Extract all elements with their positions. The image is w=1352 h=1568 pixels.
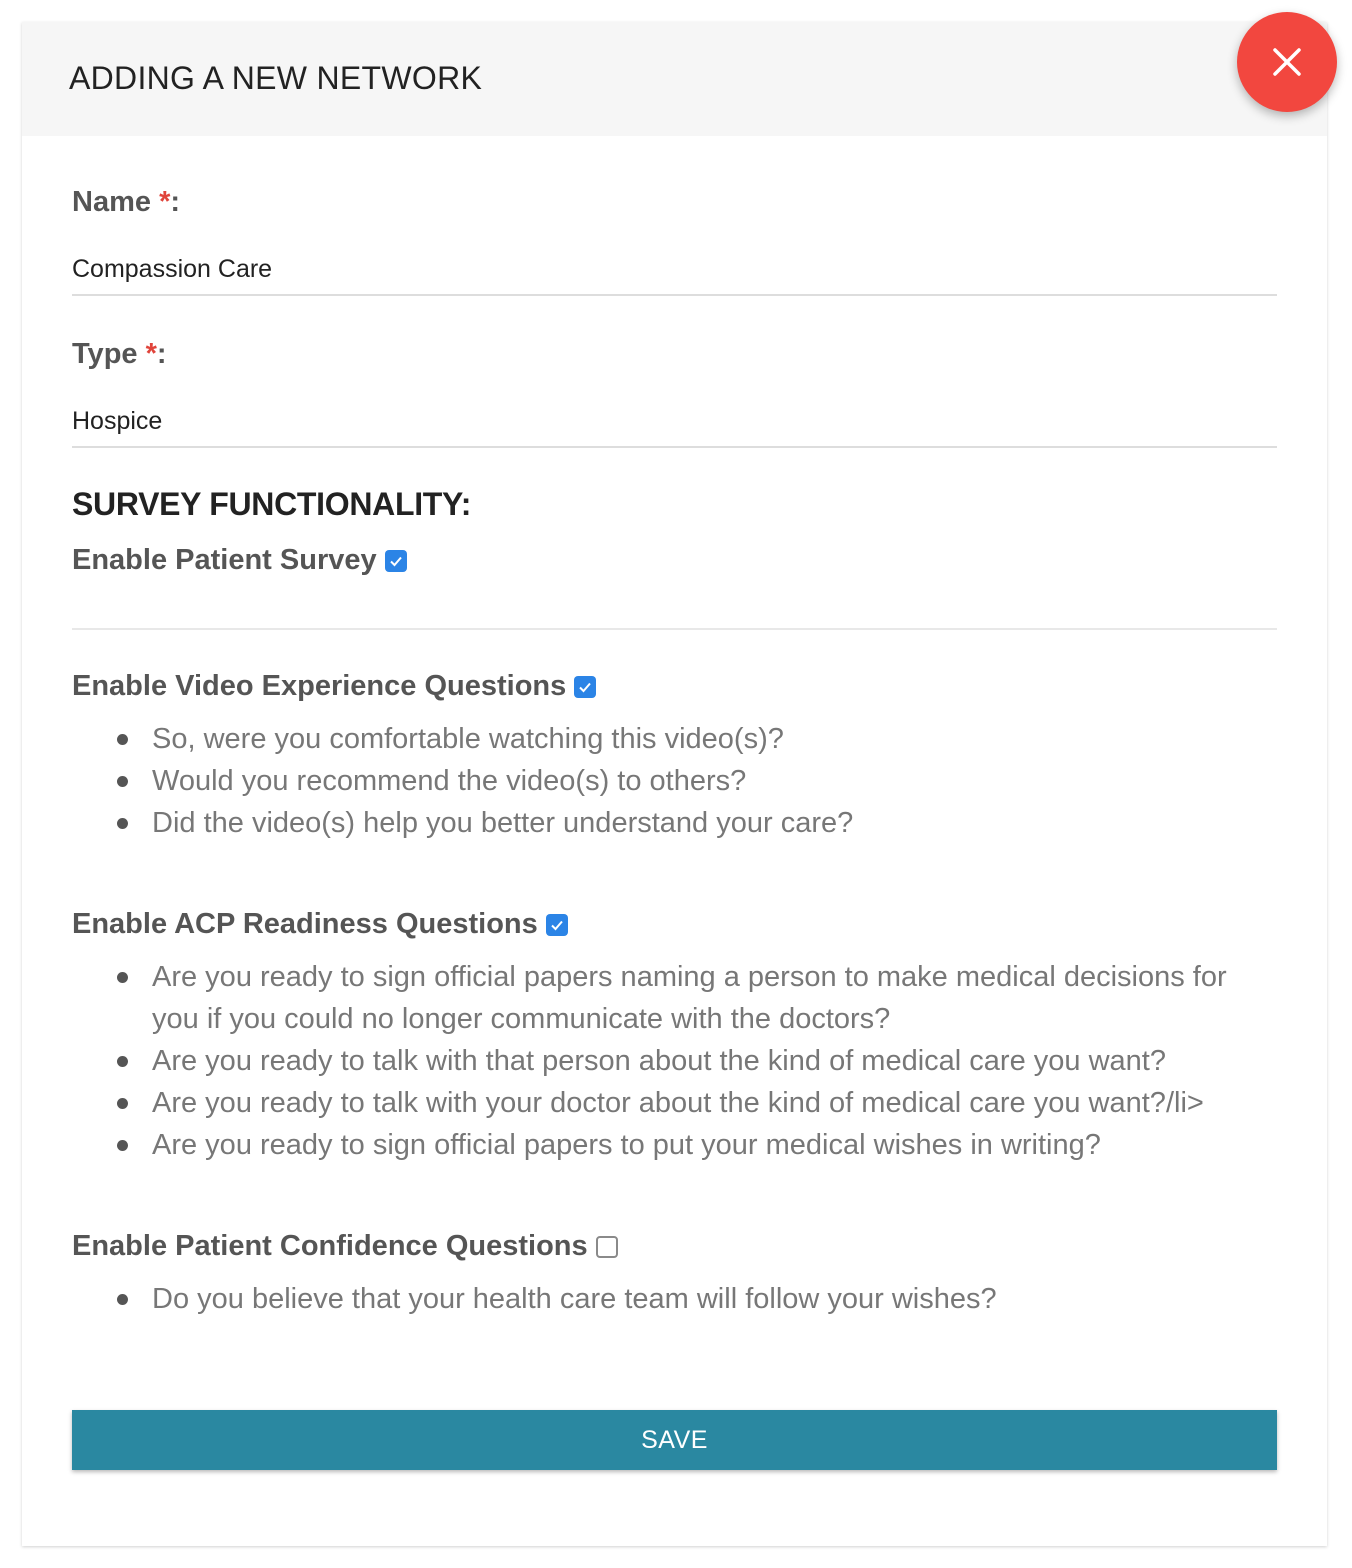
enable-patient-survey-label: Enable Patient Survey [72,544,377,576]
type-label [72,338,167,371]
enable-patient-survey-row [72,544,407,577]
close-button[interactable] [1237,12,1337,112]
checkmark-icon [549,917,565,933]
enable-patient-confidence-checkbox[interactable] [596,1236,618,1258]
patient-confidence-questions [72,1278,1272,1320]
enable-video-experience-label: Enable Video Experience Questions [72,670,567,702]
label-colon: : [156,338,167,370]
dialog-header [22,22,1327,136]
enable-patient-confidence-label: Enable Patient Confidence Questions [72,1230,588,1262]
checkmark-icon [577,679,593,695]
required-marker: * [145,338,157,370]
acp-readiness-questions [72,956,1272,1166]
close-icon [1271,46,1303,78]
dialog-title: ADDING A NEW NETWORK [69,60,483,96]
list-item: Are you ready to talk with your doctor about the kind of medical care you want?/li> [152,1082,1272,1124]
list-item: Are you ready to sign official papers to put your medical wishes in writing? [152,1124,1272,1166]
enable-patient-survey-checkbox[interactable] [385,550,407,572]
save-button[interactable]: SAVE [72,1410,1277,1470]
name-input[interactable] [72,244,1277,296]
name-label [72,186,180,219]
section-divider [72,628,1277,630]
enable-acp-readiness-row [72,908,568,941]
list-item: Are you ready to talk with that person about the kind of medical care you want? [152,1040,1272,1082]
list-item: Did the video(s) help you better understand your care? [152,802,1272,844]
required-marker: * [159,186,171,218]
enable-acp-readiness-checkbox[interactable] [546,914,568,936]
enable-video-experience-checkbox[interactable] [574,676,596,698]
video-experience-questions [72,718,1272,844]
list-item: Would you recommend the video(s) to others? [152,760,1272,802]
type-input[interactable] [72,396,1277,448]
checkmark-icon [388,553,404,569]
survey-section-title: SURVEY FUNCTIONALITY: [72,486,472,522]
enable-acp-readiness-label: Enable ACP Readiness Questions [72,908,538,940]
list-item: Are you ready to sign official papers naming a person to make medical decisions for you if you could no longer communicate with the doctors? [152,956,1272,1040]
type-label-text: Type [72,338,138,370]
list-item: Do you believe that your health care team will follow your wishes? [152,1278,1272,1320]
label-colon: : [170,186,181,218]
list-item: So, were you comfortable watching this video(s)? [152,718,1272,760]
enable-patient-confidence-row [72,1230,618,1263]
name-label-text: Name [72,186,151,218]
enable-video-experience-row [72,670,596,703]
